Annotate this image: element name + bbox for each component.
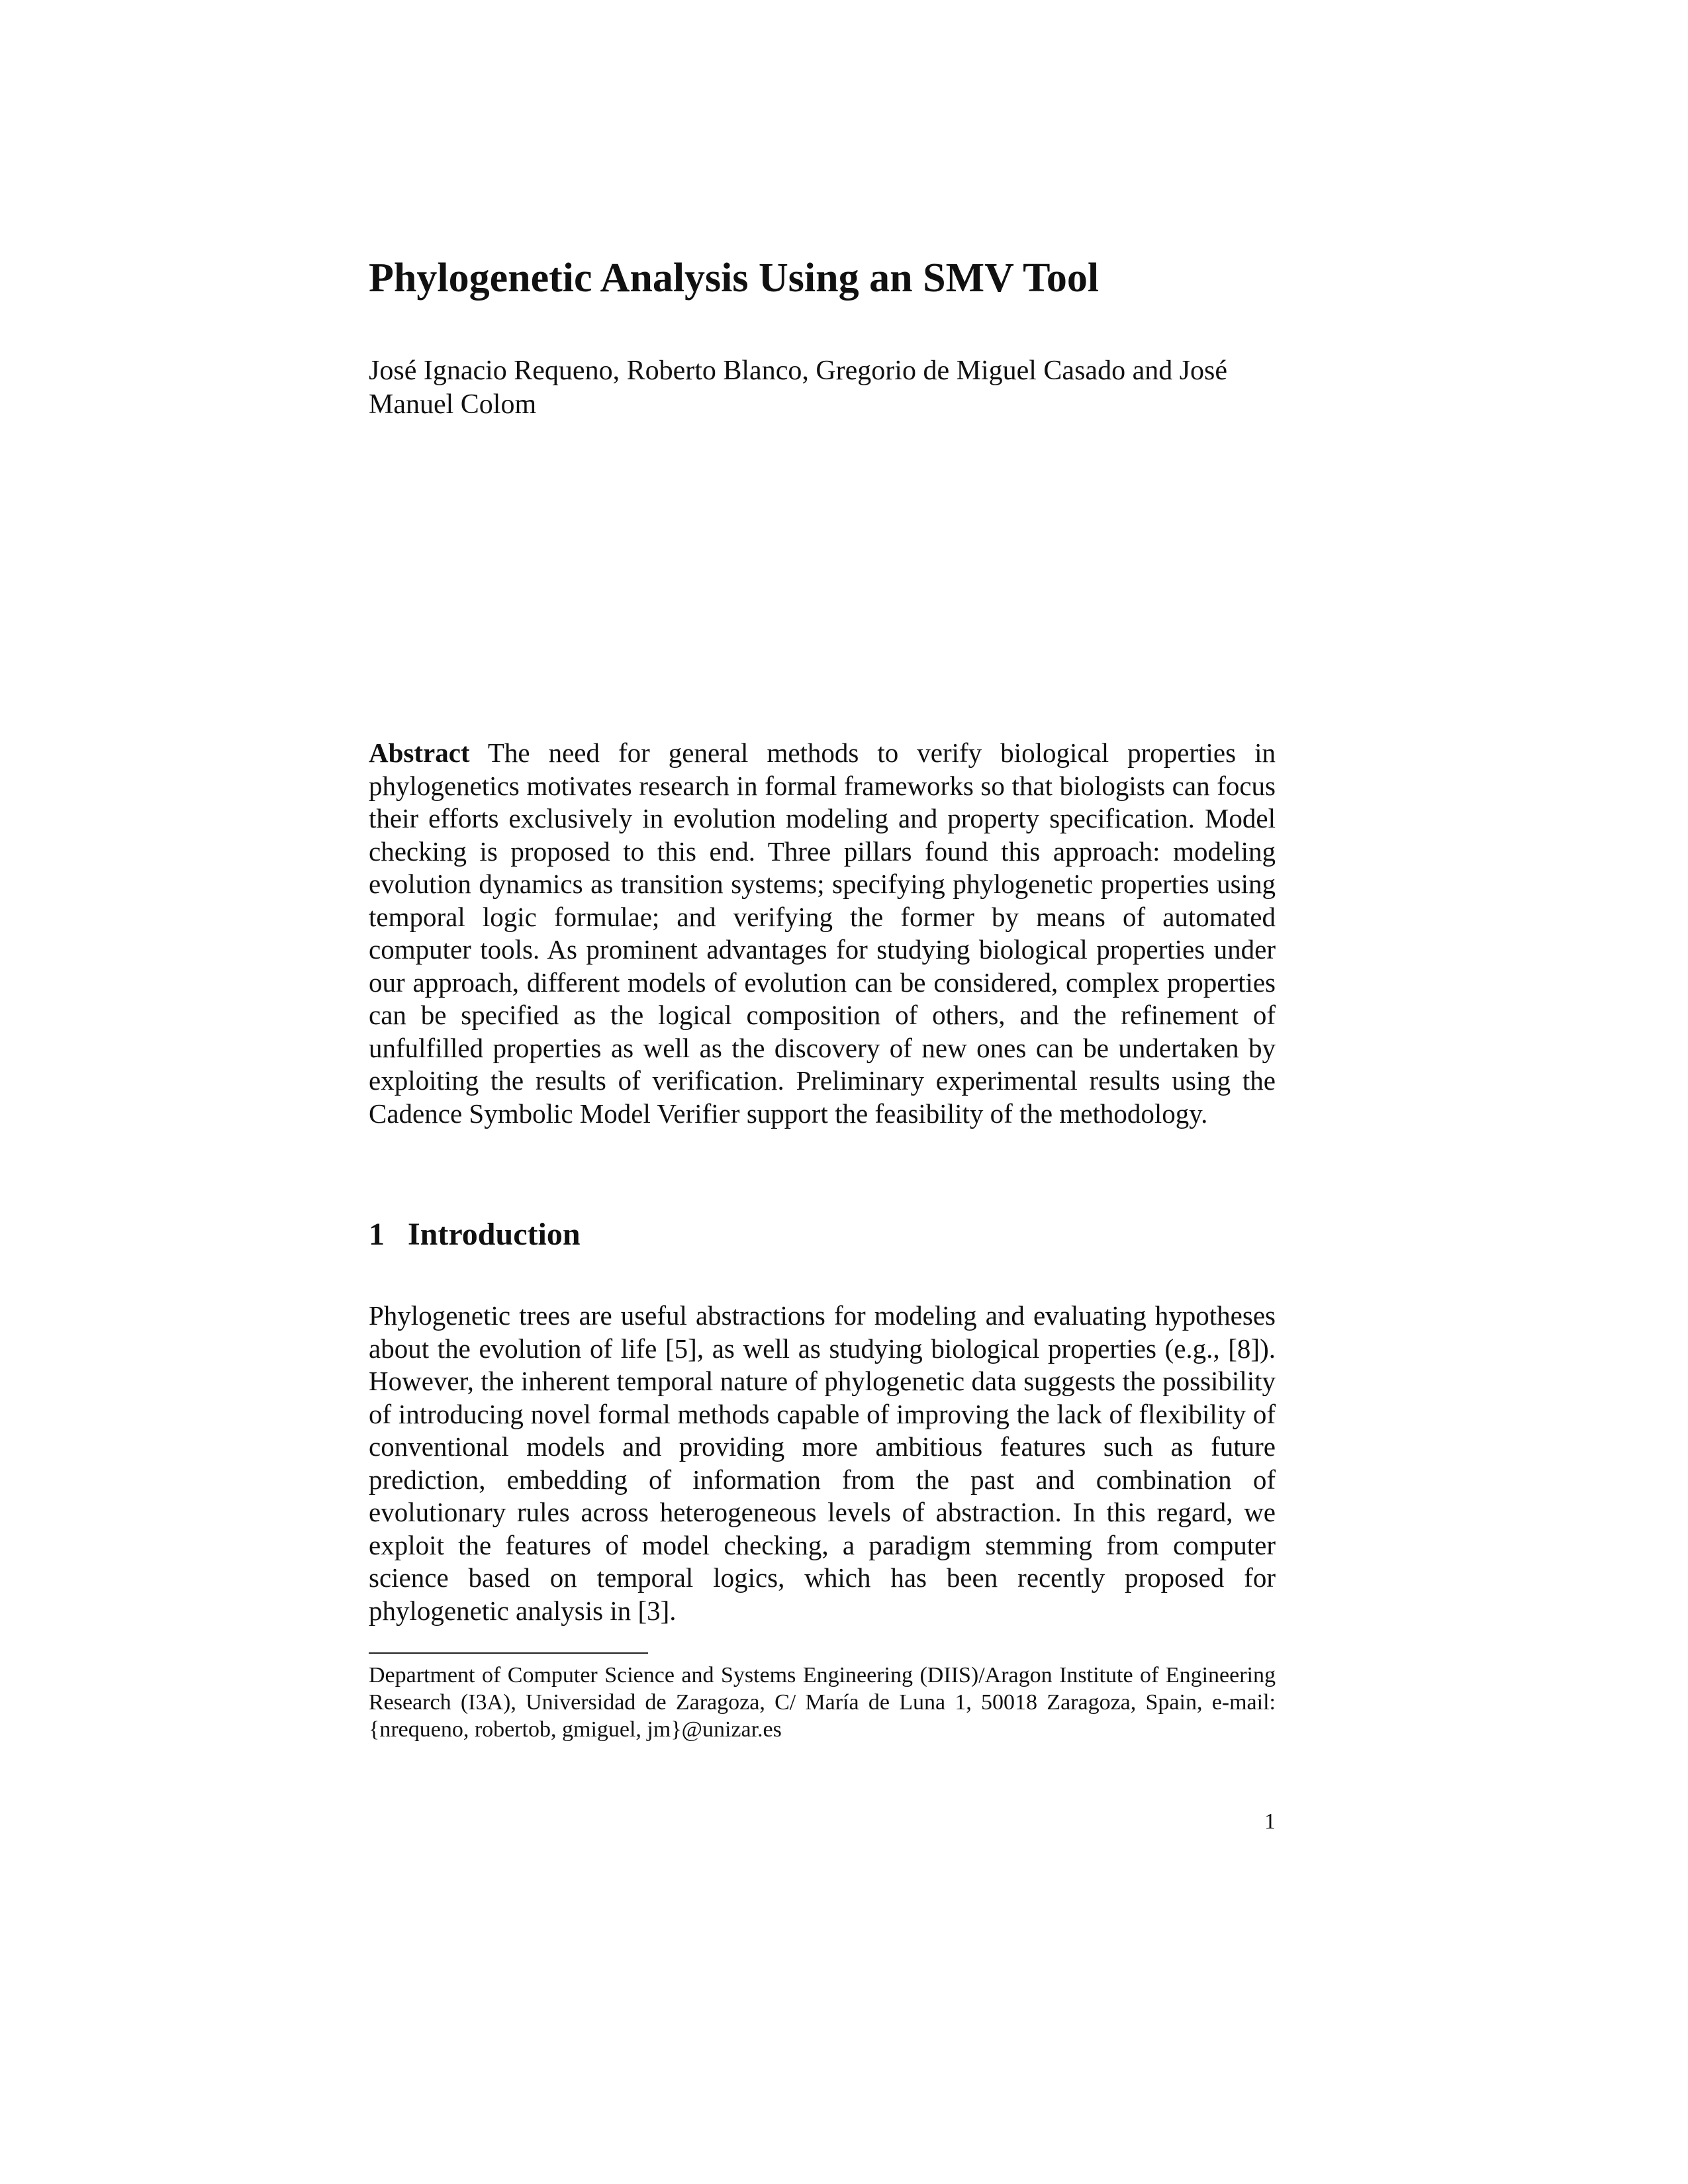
introduction-paragraph: Phylogenetic trees are useful abstractions for modeling and evaluating hypotheses about the evolution of life [5], as well as studying biological properties (e.g., [8]). However, the inherent temporal nature of phylogenetic data suggests the possibility of introducing novel formal methods capable of improving the lack of flexibility of conventional models and providing more ambitious features such as future prediction, embedding of information from the past and combination of evolutionary rules across heterogeneous levels of abstraction. In this regard, we exploit the features of model checking, a paradigm stemming from computer science based on temporal logics, which has been recently proposed for phylogenetic analysis in [3].	[369, 1300, 1276, 1626]
section-number: 1	[369, 1217, 385, 1252]
footnote-rule	[369, 1652, 648, 1654]
introduction-heading	[369, 1213, 1276, 1256]
section-title: Introduction	[408, 1217, 581, 1252]
page-number: 1	[1264, 1809, 1276, 1834]
author-line-1: José Ignacio Requeno, Roberto Blanco, Gregorio de Miguel Casado and José	[369, 356, 1228, 386]
abstract-text: The need for general methods to verify biological properties in phylogenetics motivates research in formal frameworks so that biologists can focus their efforts exclusively in evolution modeling and property specification. Model checking is proposed to this end. Three pillars found this approach: modeling evolution dynamics as transition systems; specifying phylogenetic properties using temporal logic formulae; and verifying the former by means of automated computer tools. As prominent advantages for studying biological properties under our approach, different models of evolution can be considered, complex properties can be specified as the logical composition of others, and the refinement of unfulfilled properties as well as the discovery of new ones can be undertaken by exploiting the results of verification. Preliminary experimental results using the Cadence Symbolic Model Verifier support the feasibility of the methodology.	[369, 737, 1276, 1129]
paper-title: Phylogenetic Analysis Using an SMV Tool	[369, 256, 1100, 301]
author-list	[369, 354, 1276, 422]
abstract-label: Abstract	[369, 737, 470, 768]
abstract	[369, 737, 1276, 1130]
author-line-2: Manuel Colom	[369, 389, 537, 420]
author-affiliation-footnote: Department of Computer Science and Systems Engineering (DIIS)/Aragon Institute of Engineering Research (I3A), Universidad de Zaragoza, C/ María de Luna 1, 50018 Zaragoza, Spain, e-mail: {nrequeno, robertob, gmiguel, jm}@unizar.es	[369, 1663, 1276, 1742]
